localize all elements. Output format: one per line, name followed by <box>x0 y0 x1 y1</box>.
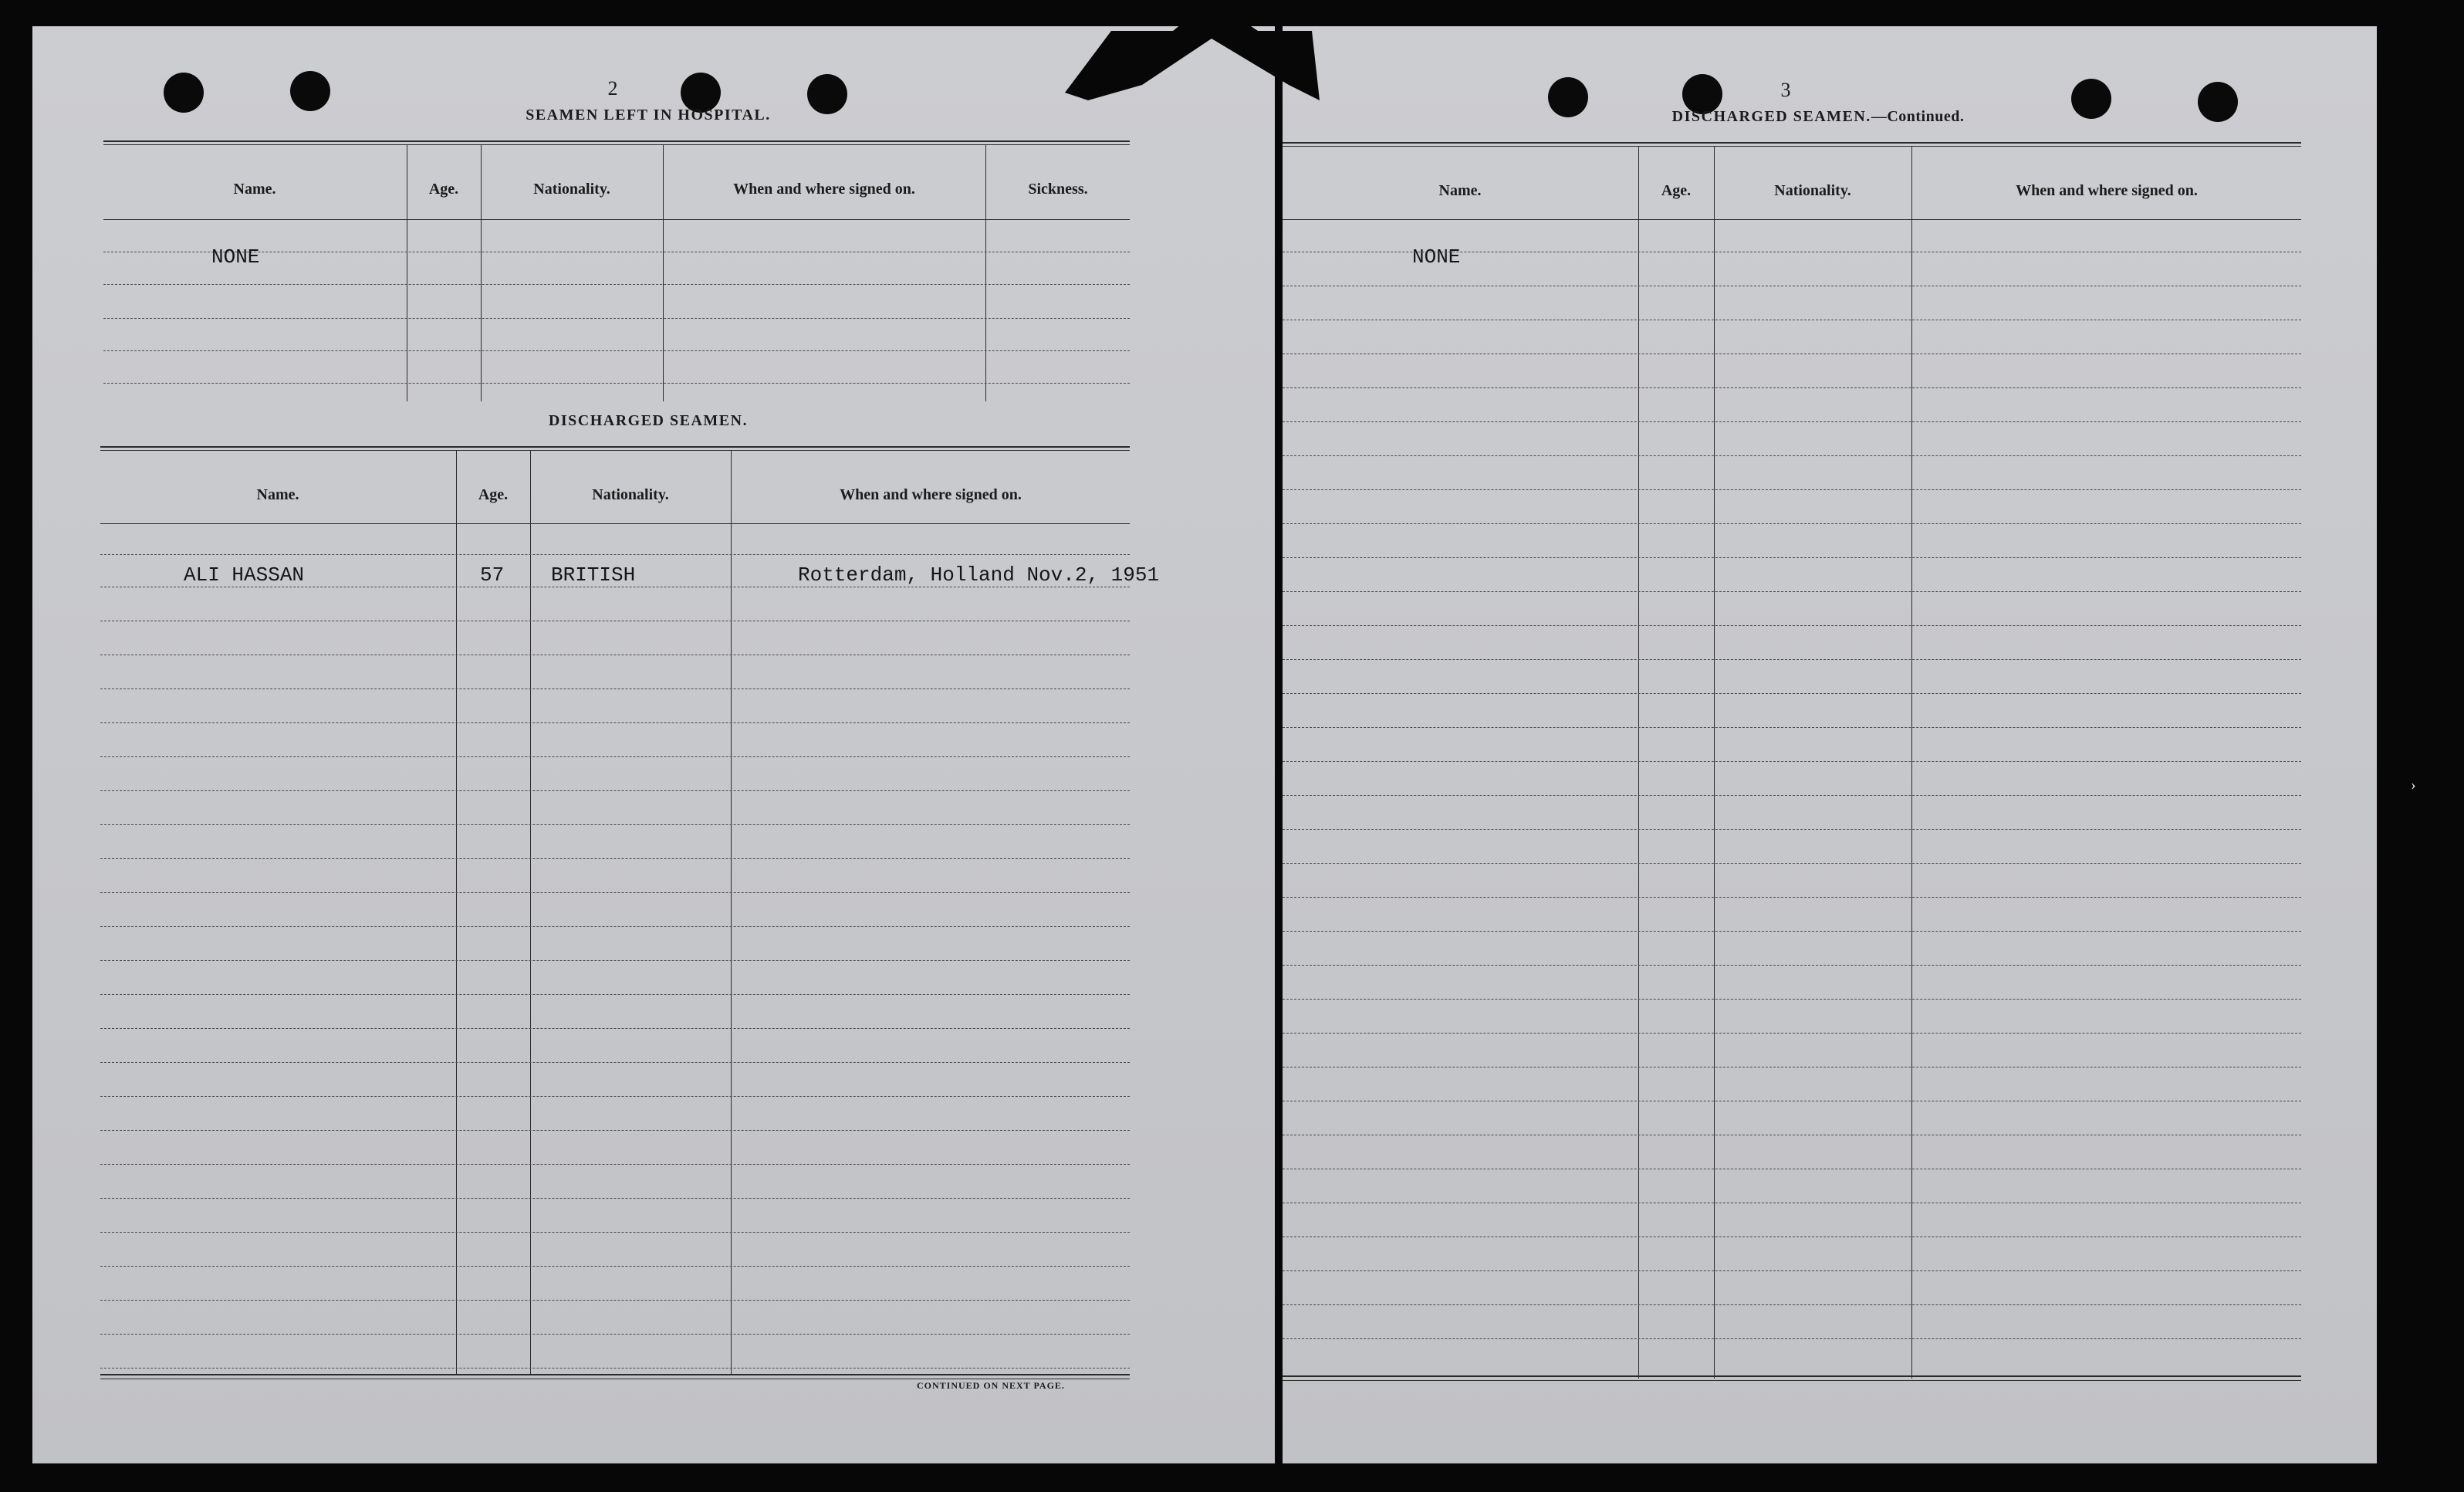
row-rule <box>1283 421 2301 422</box>
page-number: 3 <box>1780 79 1791 101</box>
row-rule <box>100 1164 1130 1165</box>
edge-mark: › <box>2411 776 2416 793</box>
row-rule <box>1283 795 2301 796</box>
col-header-signed-on: When and where signed on. <box>840 486 1022 503</box>
row-rule <box>1283 387 2301 388</box>
hospital-entry-none: NONE <box>211 245 260 269</box>
col-header-name: Name. <box>1438 182 1482 199</box>
row-rule <box>1283 625 2301 626</box>
row-rule <box>100 722 1130 723</box>
row-rule <box>1283 1033 2301 1034</box>
col-header-sickness: Sickness. <box>1028 181 1088 198</box>
right-page <box>1283 26 2377 1463</box>
row-rule <box>100 1198 1130 1199</box>
hospital-section-title: SEAMEN LEFT IN HOSPITAL. <box>526 107 771 123</box>
row-rule <box>100 994 1130 995</box>
punch-hole <box>290 71 330 111</box>
row-rule <box>1283 727 2301 728</box>
row-rule <box>1283 489 2301 490</box>
row-rule <box>100 1096 1130 1097</box>
discharged-continued-table <box>1283 142 2301 1382</box>
discharged-continued-title: DISCHARGED SEAMEN.—Continued. <box>1671 108 1965 125</box>
row-rule <box>100 756 1130 757</box>
row-rule <box>1283 999 2301 1000</box>
col-header-age: Age. <box>428 181 459 198</box>
row-rule <box>100 858 1130 859</box>
row-rule <box>1283 1304 2301 1305</box>
row-rule <box>1283 931 2301 932</box>
row-rule <box>1283 557 2301 558</box>
row-rule <box>100 1130 1130 1131</box>
row-rule <box>100 1334 1130 1335</box>
punch-hole <box>2198 82 2238 122</box>
hospital-table <box>103 140 1130 425</box>
col-header-signed-on: When and where signed on. <box>2016 182 2198 199</box>
row-rule <box>100 790 1130 791</box>
page-number: 2 <box>607 77 618 100</box>
row-rule <box>1283 1270 2301 1271</box>
seaman-name: ALI HASSAN <box>184 563 305 587</box>
discharged-table <box>100 446 1160 1382</box>
punch-hole <box>2071 79 2111 119</box>
col-header-name: Name. <box>233 181 276 198</box>
left-page <box>32 26 1275 1463</box>
col-header-age: Age. <box>1661 182 1692 199</box>
row-rule <box>100 926 1130 927</box>
row-rule <box>1283 455 2301 456</box>
row-rule <box>1283 863 2301 864</box>
row-rule <box>1283 693 2301 694</box>
punch-hole <box>164 73 204 113</box>
col-header-signed-on: When and where signed on. <box>733 181 915 198</box>
row-rule <box>100 1028 1130 1029</box>
row-rule <box>1283 1338 2301 1339</box>
row-rule <box>1283 897 2301 898</box>
row-rule <box>100 960 1130 961</box>
row-rule <box>1283 591 2301 592</box>
row-rule <box>100 1300 1130 1301</box>
continued-footer: CONTINUED ON NEXT PAGE. <box>917 1380 1065 1391</box>
row-rule <box>100 1266 1130 1267</box>
col-header-name: Name. <box>256 486 299 503</box>
col-header-nationality: Nationality. <box>592 486 669 503</box>
row-rule <box>100 688 1130 689</box>
page-tear-notch <box>1057 0 1335 116</box>
col-header-nationality: Nationality. <box>1774 182 1851 199</box>
col-header-nationality: Nationality. <box>533 181 610 198</box>
row-rule <box>1283 659 2301 660</box>
seaman-age: 57 <box>480 563 505 587</box>
row-rule <box>100 1062 1130 1063</box>
seaman-nationality: BRITISH <box>551 563 636 587</box>
discharged-continued-entry-none: NONE <box>1412 245 1461 269</box>
row-rule <box>100 1368 1130 1369</box>
seaman-signed-on: Rotterdam, Holland Nov.2, 1951 <box>798 563 1160 587</box>
row-rule <box>1283 761 2301 762</box>
col-header-age: Age. <box>478 486 509 503</box>
punch-hole <box>1548 77 1588 117</box>
row-rule <box>1283 829 2301 830</box>
row-rule <box>100 824 1130 825</box>
row-rule <box>1283 965 2301 966</box>
row-rule <box>100 892 1130 893</box>
discharged-section-title: DISCHARGED SEAMEN. <box>548 412 749 429</box>
row-rule <box>1283 523 2301 524</box>
row-rule <box>100 1232 1130 1233</box>
